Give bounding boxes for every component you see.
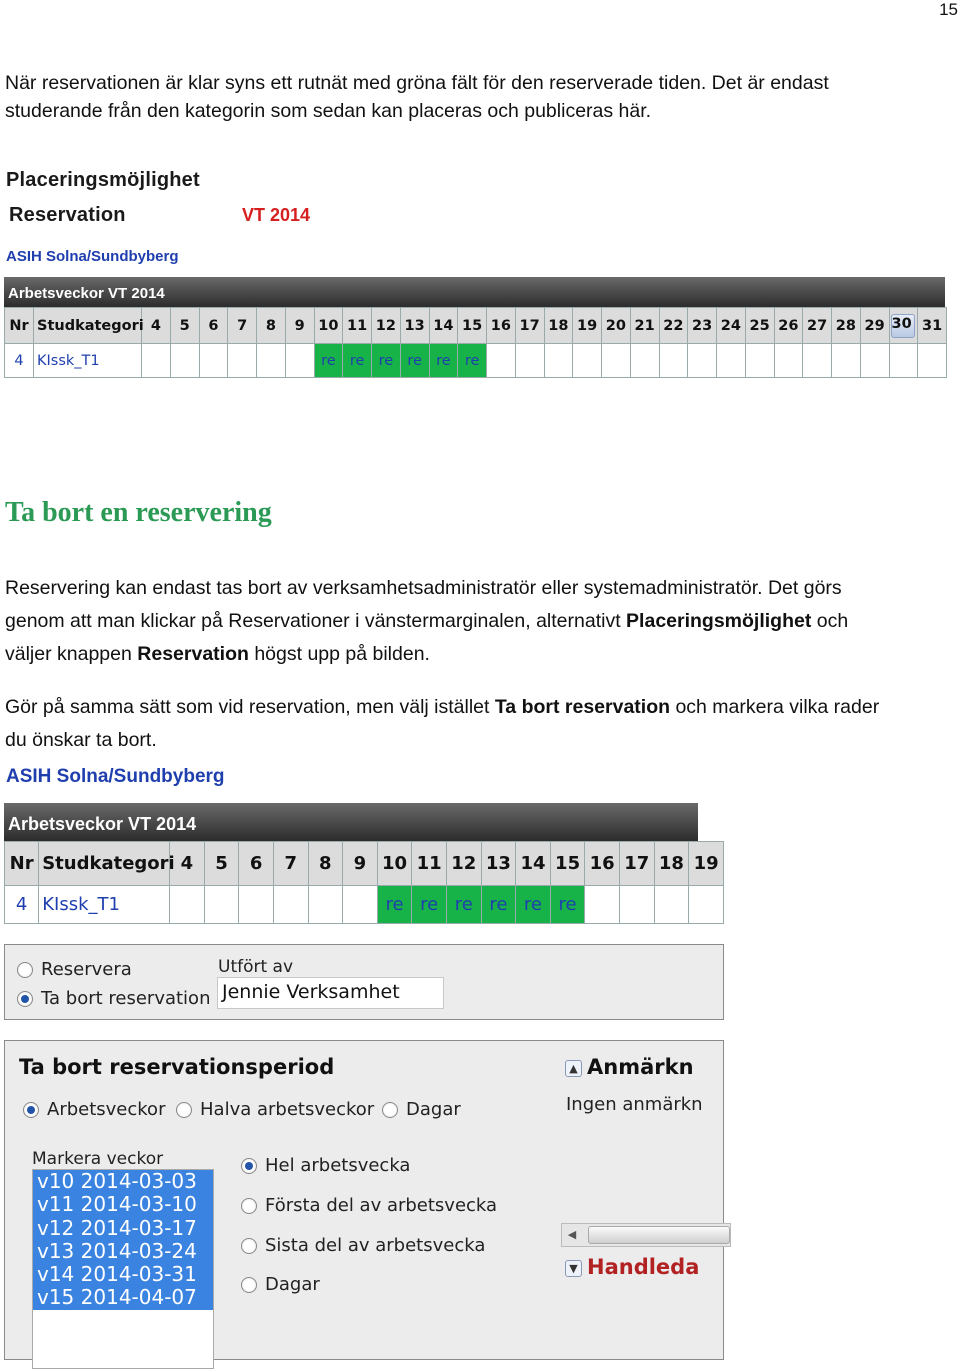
scroll-left-icon[interactable]: ◀ <box>567 1229 577 1241</box>
unit-weeks-option[interactable] <box>23 1099 165 1120</box>
last-part-option[interactable] <box>241 1235 485 1256</box>
reserved-cell[interactable]: re <box>481 886 516 924</box>
week-header: 12 <box>446 842 481 886</box>
body-text: och <box>811 610 849 632</box>
row-nr: 4 <box>5 886 39 924</box>
body-text: högst upp på bilden. <box>248 643 430 665</box>
body-line: Reservering kan endast tas bort av verksamhetsadministratör eller systemadministratör. Det görs <box>5 577 842 599</box>
week-cell[interactable] <box>620 886 655 924</box>
first-part-radio[interactable] <box>241 1198 257 1214</box>
week-header: 16 <box>487 308 516 344</box>
week-list-item[interactable]: v14 2014-03-31 <box>33 1263 213 1286</box>
campus-link[interactable]: ASIH Solna/Sundbyberg <box>6 766 225 787</box>
reserve-radio[interactable] <box>17 962 33 978</box>
first-part-label: Första del av arbetsvecka <box>265 1195 498 1216</box>
week-header: 17 <box>515 308 544 344</box>
unit-days-option[interactable] <box>382 1099 461 1120</box>
week-cell[interactable] <box>170 886 205 924</box>
column-header-category: Studkategori <box>34 308 142 344</box>
intro-line: studerande från den kategorin som sedan kan placeras och publiceras här. <box>5 100 652 122</box>
week-cell[interactable] <box>343 886 378 924</box>
week-cell[interactable] <box>170 344 199 378</box>
horizontal-scrollbar[interactable] <box>561 1223 731 1247</box>
reserve-option[interactable] <box>17 959 132 980</box>
remove-option[interactable] <box>17 988 210 1009</box>
whole-week-option[interactable] <box>241 1155 410 1176</box>
week-header: 31 <box>918 308 947 344</box>
remarks-header[interactable] <box>565 1055 694 1079</box>
week-cell[interactable] <box>832 344 861 378</box>
week-header: 14 <box>516 842 551 886</box>
performed-by-field[interactable]: Jennie Verksamhet <box>217 977 444 1009</box>
mark-weeks-label: Markera veckor <box>32 1149 164 1169</box>
week-header: 26 <box>774 308 803 344</box>
week-header: 16 <box>585 842 620 886</box>
week-header: 13 <box>481 842 516 886</box>
grid-title-bar: Arbetsveckor VT 2014 <box>4 277 945 307</box>
week-cell[interactable] <box>774 344 803 378</box>
reserved-cell[interactable]: re <box>429 344 458 378</box>
body-bold: Placeringsmöjlighet <box>626 610 812 632</box>
body-text: och markera vilka rader <box>670 696 880 718</box>
week-cell[interactable] <box>544 344 573 378</box>
week-header: 6 <box>199 308 228 344</box>
week-header: 15 <box>458 308 487 344</box>
week-header: 11 <box>412 842 447 886</box>
week-header: 7 <box>228 308 257 344</box>
remove-radio[interactable] <box>17 991 33 1007</box>
week-listbox[interactable] <box>32 1169 214 1369</box>
week-header: 29 <box>860 308 889 344</box>
page-number: 15 <box>939 0 958 19</box>
week-header: 5 <box>204 842 239 886</box>
placement-title: Placeringsmöjlighet <box>6 169 200 191</box>
week-header: 18 <box>654 842 689 886</box>
week-cell[interactable] <box>239 886 274 924</box>
body-text: Gör på samma sätt som vid reservation, men välj istället <box>5 696 495 718</box>
body-text: väljer knappen <box>5 643 138 665</box>
week-header-label: 30 <box>891 316 912 332</box>
whole-week-label: Hel arbetsvecka <box>265 1155 411 1176</box>
week-cell[interactable] <box>228 344 257 378</box>
week-cell[interactable] <box>803 344 832 378</box>
reserved-cell[interactable]: re <box>550 886 585 924</box>
reservation-title: Reservation <box>9 204 126 226</box>
week-header: 5 <box>170 308 199 344</box>
performed-by-label: Utfört av <box>218 957 294 977</box>
body-bold: Ta bort reservation <box>494 696 671 718</box>
week-list-item[interactable]: v11 2014-03-10 <box>33 1193 213 1216</box>
remove-label: Ta bort reservation <box>41 988 211 1009</box>
section-heading: Ta bort en reservering <box>5 497 272 528</box>
body-line <box>5 605 955 638</box>
body-line: du önskar ta bort. <box>5 729 157 751</box>
week-cell[interactable] <box>285 344 314 378</box>
row-nr: 4 <box>5 344 34 378</box>
body-paragraph-2 <box>5 691 955 757</box>
week-cell[interactable] <box>204 886 239 924</box>
week-cell[interactable] <box>745 344 774 378</box>
week-header: 25 <box>745 308 774 344</box>
week-cell[interactable] <box>573 344 602 378</box>
week-cell[interactable] <box>918 344 947 378</box>
week-cell[interactable] <box>602 344 631 378</box>
week-header: 14 <box>429 308 458 344</box>
column-header-nr: Nr <box>5 842 39 886</box>
campus-link[interactable]: ASIH Solna/Sundbyberg <box>6 248 179 265</box>
week-cell[interactable] <box>889 344 918 378</box>
reserved-cell[interactable]: re <box>400 344 429 378</box>
days-radio[interactable] <box>241 1277 257 1293</box>
supervisor-title: Handleda <box>587 1255 700 1279</box>
reservation-screenshot <box>4 169 949 382</box>
period-panel <box>4 1040 724 1360</box>
unit-days-label: Dagar <box>406 1099 461 1120</box>
week-cell[interactable] <box>515 344 544 378</box>
collapse-icon[interactable]: ▲ <box>565 1060 582 1077</box>
week-header <box>889 308 918 344</box>
week-cell[interactable] <box>257 344 286 378</box>
reserved-cell[interactable]: re <box>412 886 447 924</box>
week-cell[interactable] <box>654 886 689 924</box>
reserved-cell[interactable]: re <box>377 886 412 924</box>
body-text: genom att man klickar på Reservationer i vänstermarginalen, alternativt <box>5 610 627 632</box>
period-title: Ta bort reservationsperiod <box>19 1055 335 1079</box>
grid-title-bar: Arbetsveckor VT 2014 <box>4 803 698 841</box>
unit-half-weeks-option[interactable] <box>176 1099 374 1120</box>
week-header: 19 <box>573 308 602 344</box>
reserved-cell[interactable]: re <box>372 344 401 378</box>
row-category: KIssk_T1 <box>34 344 142 378</box>
week-header: 6 <box>239 842 274 886</box>
week-header: 8 <box>308 842 343 886</box>
week-list-item[interactable]: v12 2014-03-17 <box>33 1217 213 1240</box>
body-paragraph-1 <box>5 572 955 671</box>
week-cell[interactable] <box>487 344 516 378</box>
body-line <box>5 691 955 724</box>
unit-weeks-label: Arbetsveckor <box>47 1099 166 1120</box>
week-cell[interactable] <box>860 344 889 378</box>
mode-panel <box>4 944 724 1020</box>
last-part-radio[interactable] <box>241 1238 257 1254</box>
days-option[interactable] <box>241 1274 320 1295</box>
week-header: 24 <box>717 308 746 344</box>
reserved-cell[interactable]: re <box>458 344 487 378</box>
week-header: 9 <box>285 308 314 344</box>
week-header: 7 <box>273 842 308 886</box>
week-cell[interactable] <box>659 344 688 378</box>
unit-days-radio[interactable] <box>382 1102 398 1118</box>
week-header: 10 <box>314 308 343 344</box>
week-cell[interactable] <box>199 344 228 378</box>
week-header: 4 <box>142 308 171 344</box>
week-cell[interactable] <box>273 886 308 924</box>
unit-weeks-radio[interactable] <box>23 1102 39 1118</box>
reserved-cell[interactable]: re <box>446 886 481 924</box>
week-header: 19 <box>689 842 724 886</box>
week-header: 17 <box>620 842 655 886</box>
body-line <box>5 638 955 671</box>
scroll-thumb[interactable] <box>588 1226 730 1244</box>
week-cell[interactable] <box>308 886 343 924</box>
week-header: 15 <box>550 842 585 886</box>
supervisor-header[interactable] <box>565 1255 699 1279</box>
column-header-nr: Nr <box>5 308 34 344</box>
days-label: Dagar <box>265 1274 320 1295</box>
week-header: 21 <box>630 308 659 344</box>
intro-paragraph <box>5 69 955 125</box>
week-header: 22 <box>659 308 688 344</box>
expand-icon[interactable]: ▼ <box>565 1260 582 1277</box>
reserved-cell[interactable]: re <box>314 344 343 378</box>
last-part-label: Sista del av arbetsvecka <box>265 1235 486 1256</box>
remarks-title: Anmärkn <box>587 1055 694 1079</box>
week-header: 8 <box>257 308 286 344</box>
no-remarks-text: Ingen anmärkn <box>566 1094 703 1115</box>
week-header: 4 <box>170 842 205 886</box>
remove-reservation-screenshot <box>4 766 719 1344</box>
week-cell[interactable] <box>689 886 724 924</box>
week-list-item[interactable]: v13 2014-03-24 <box>33 1240 213 1263</box>
week-grid <box>4 841 724 924</box>
reserve-label: Reservera <box>41 959 132 980</box>
unit-half-weeks-label: Halva arbetsveckor <box>200 1099 375 1120</box>
intro-line: När reservationen är klar syns ett rutnät med gröna fält för den reserverade tiden. Det är endast <box>5 72 829 94</box>
week-grid <box>4 307 947 378</box>
whole-week-radio[interactable] <box>241 1158 257 1174</box>
reserved-cell[interactable]: re <box>343 344 372 378</box>
week-header: 9 <box>343 842 378 886</box>
body-bold: Reservation <box>137 643 249 665</box>
first-part-option[interactable] <box>241 1195 497 1216</box>
week-list-item[interactable]: v10 2014-03-03 <box>33 1170 213 1193</box>
week-header: 20 <box>602 308 631 344</box>
week-header: 27 <box>803 308 832 344</box>
term-label: VT 2014 <box>242 205 311 225</box>
unit-half-weeks-radio[interactable] <box>176 1102 192 1118</box>
week-cell[interactable] <box>717 344 746 378</box>
week-header: 12 <box>372 308 401 344</box>
week-header: 28 <box>832 308 861 344</box>
week-cell[interactable] <box>142 344 171 378</box>
week-cell[interactable] <box>630 344 659 378</box>
week-cell[interactable] <box>585 886 620 924</box>
week-header: 13 <box>400 308 429 344</box>
reserved-cell[interactable]: re <box>516 886 551 924</box>
column-header-category: Studkategori <box>39 842 170 886</box>
week-header: 18 <box>544 308 573 344</box>
row-category: KIssk_T1 <box>39 886 170 924</box>
week-header: 23 <box>688 308 717 344</box>
week-cell[interactable] <box>688 344 717 378</box>
week-header: 11 <box>343 308 372 344</box>
week-list-item[interactable]: v15 2014-04-07 <box>33 1286 213 1309</box>
week-header: 10 <box>377 842 412 886</box>
